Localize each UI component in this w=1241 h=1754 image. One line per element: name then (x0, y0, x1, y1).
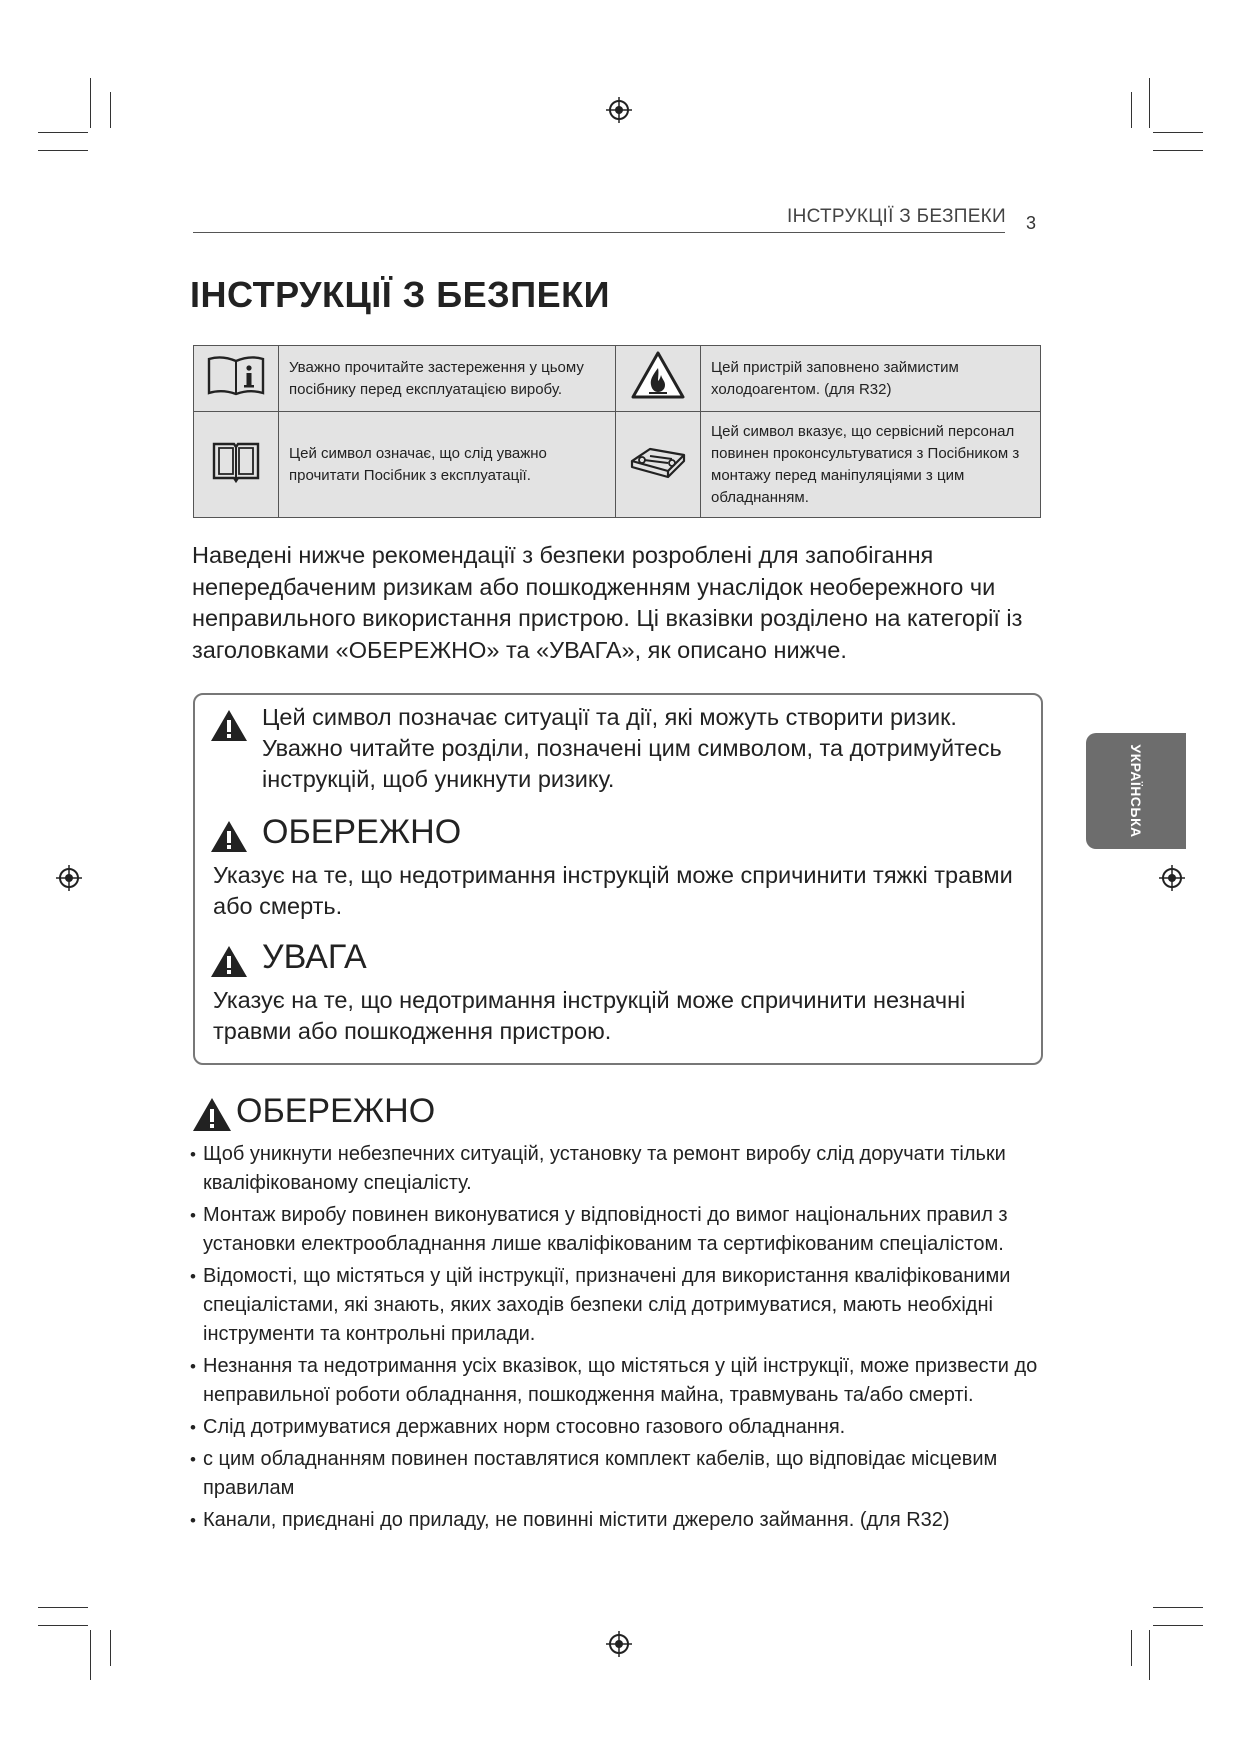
crop-mark (38, 132, 88, 133)
warning-triangle-icon (192, 1097, 232, 1132)
crop-mark (1153, 1607, 1203, 1608)
list-item: • Монтаж виробу повинен виконуватися у відповідності до вимог національних правил з установки електрообладнання лише кваліфікованим та сертифікованим спеціалістом. (190, 1201, 1040, 1259)
table-cell (616, 412, 701, 518)
crop-mark (90, 78, 91, 128)
warning-list (190, 1140, 1040, 1538)
crop-mark (1153, 150, 1203, 151)
crop-mark (38, 1625, 88, 1626)
crop-mark (1153, 132, 1203, 133)
crop-mark (90, 1630, 91, 1680)
list-item: • Слід дотримуватися державних норм стосовно газового обладнання. (190, 1413, 1040, 1442)
open-book-icon (211, 438, 261, 484)
warning-triangle-icon (210, 820, 248, 853)
caution-heading: УВАГА (262, 938, 367, 976)
registration-mark-icon (1157, 863, 1187, 893)
symbol-description: Цей символ вказує, що сервісний персонал повинен проконсультуватися з Посібником з монтажу перед маніпуляціями з цим обладнанням. (701, 412, 1041, 518)
crop-mark (1149, 1630, 1150, 1680)
flammable-warning-icon (630, 350, 686, 400)
crop-mark (38, 150, 88, 151)
section-heading: ОБЕРЕЖНО (236, 1092, 436, 1130)
warning-heading: ОБЕРЕЖНО (262, 813, 462, 851)
table-row (194, 346, 1041, 412)
warning-triangle-icon (210, 945, 248, 978)
header-divider (193, 232, 1005, 233)
table-cell (616, 346, 701, 412)
table-cell (194, 346, 279, 412)
crop-mark (110, 92, 111, 128)
crop-mark (1131, 1630, 1132, 1666)
registration-mark-icon (604, 1629, 634, 1659)
list-item: • с цим обладнанням повинен поставлятися комплект кабелів, що відповідає місцевим правилам (190, 1445, 1040, 1503)
caution-description: Указує на те, що недотримання інструкцій може спричинити незначні травми або пошкодження пристрою. (213, 987, 966, 1044)
warning-description: Указує на те, що недотримання інструкцій може спричинити тяжкі травми або смерть. (213, 862, 1013, 919)
service-manual-icon (628, 441, 688, 481)
symbol-description: Уважно прочитайте застереження у цьому посібнику перед експлуатацією виробу. (279, 346, 616, 412)
crop-mark (1149, 78, 1150, 128)
info-manual-icon (205, 353, 267, 397)
page-number: 3 (1026, 213, 1037, 233)
symbol-description: Цей пристрій заповнено займистим холодоагентом. (для R32) (701, 346, 1041, 412)
crop-mark (38, 1607, 88, 1608)
crop-mark (1131, 92, 1132, 128)
symbol-description: Цей символ означає, що слід уважно прочитати Посібник з експлуатації. (279, 412, 616, 518)
running-header: ІНСТРУКЦІЇ З БЕЗПЕКИ (787, 206, 1006, 227)
list-item: • Канали, приєднані до приладу, не повинні містити джерело займання. (для R32) (190, 1506, 1040, 1535)
language-tab-label: УКРАЇНСЬКА (1128, 744, 1144, 838)
symbol-note: Цей символ позначає ситуації та дії, які можуть створити ризик. Уважно читайте розділи, позначені цим символом, та дотримуйтесь інструкцій, щоб уникнути ризику. (262, 704, 1002, 792)
list-item: • Незнання та недотримання усіх вказівок, що містяться у цій інструкції, може призвести до неправильної роботи обладнання, пошкодження майна, травмувань та/або смерті. (190, 1352, 1040, 1410)
crop-mark (110, 1630, 111, 1666)
table-cell (194, 412, 279, 518)
page-title: ІНСТРУКЦІЇ З БЕЗПЕКИ (190, 274, 610, 315)
list-item: • Щоб уникнути небезпечних ситуацій, установку та ремонт виробу слід доручати тільки кваліфікованому спеціалісту. (190, 1140, 1040, 1198)
warning-triangle-icon (210, 709, 248, 742)
symbols-table (193, 345, 1041, 518)
crop-mark (1153, 1625, 1203, 1626)
table-row (194, 412, 1041, 518)
intro-paragraph: Наведені нижче рекомендації з безпеки розроблені для запобігання непередбаченим ризикам або пошкодженням унаслідок необережного чи неправильного використання пристрою. Ці вказівки розділено на категорії із заголовками «ОБЕРЕЖНО» та «УВАГА», як описано нижче. (192, 542, 1023, 663)
registration-mark-icon (604, 95, 634, 125)
registration-mark-icon (54, 863, 84, 893)
list-item: • Відомості, що містяться у цій інструкції, призначені для використання кваліфікованими спеціалістами, які знають, яких заходів безпеки слід дотримуватися, мають необхідні інструменти та контрольні прилади. (190, 1262, 1040, 1349)
